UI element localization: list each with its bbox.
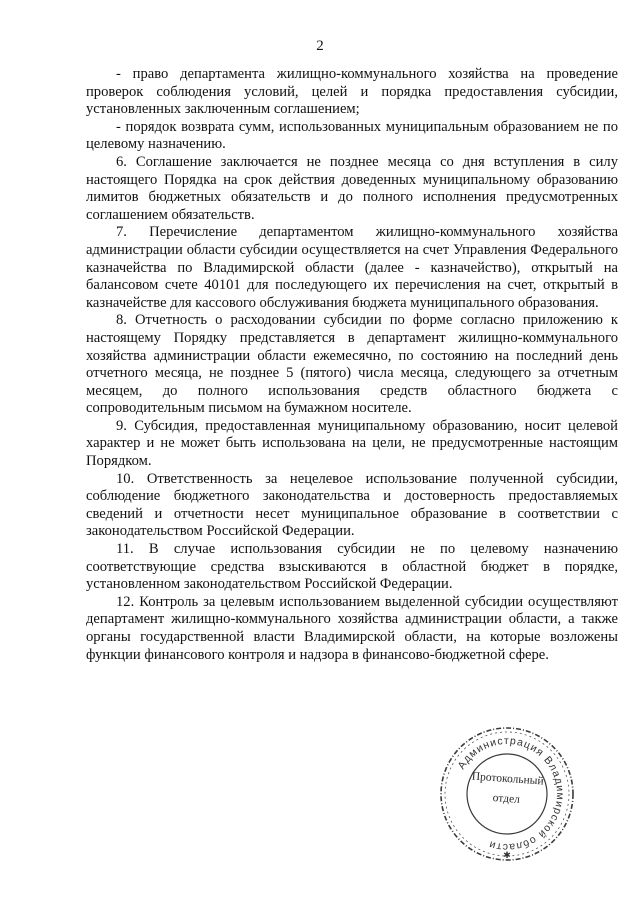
stamp-label — [457, 766, 558, 813]
paragraph-10-responsibility: 10. Ответственность за нецелевое использование полученной субсидии, соблюдение бюджетного законодательства и достоверность предоставляемых сведений и отчетности несет муниципальное образование в соответствии с законодательством Российской Федерации. — [86, 470, 618, 540]
paragraph-refund-procedure: - порядок возврата сумм, использованных муниципальным образованием не по целевому назначению. — [86, 118, 618, 153]
paragraph-6-agreement-term: 6. Соглашение заключается не позднее месяца со дня вступления в силу настоящего Порядка на срок действия доведенных муниципальному образованию лимитов бюджетных обязательств и до полного исполнения предусмотренных соглашением обязательств. — [86, 153, 618, 223]
paragraph-7-transfer: 7. Перечисление департаментом жилищно-коммунального хозяйства администрации области субсидии осуществляется на счет Управления Федерального казначейства по Владимирской области (далее - казначейство), открытый на балансовом счете 40101 для последующего их перечисления на счет, открытый в казначействе для кассового обслуживания бюджета муниципального образования. — [86, 224, 618, 311]
paragraph-9-targeted-use: 9. Субсидия, предоставленная муниципальному образованию, носит целевой характер и не может быть использована на цели, не предусмотренные настоящим Порядком. — [86, 417, 618, 470]
paragraph-12-control: 12. Контроль за целевым использованием выделенной субсидии осуществляют департамент жилищно-коммунального хозяйства администрации области, а также органы государственной власти Владимирской области, на которые возложены функции финансового контроля и надзора в финансово-бюджетной сфере. — [86, 593, 618, 663]
stamp-star-icon: ✱ — [503, 850, 511, 860]
document-body — [86, 66, 618, 664]
paragraph-right-to-inspect: - право департамента жилищно-коммунального хозяйства на проведение проверок соблюдения условий, целей и порядка предоставления субсидии, установленных заключенным соглашением; — [86, 66, 618, 118]
paragraph-8-reporting: 8. Отчетность о расходовании субсидии по форме согласно приложению к настоящему Порядку представляется в департамент жилищно-коммунального хозяйства администрации области ежемесячно, по состоянию на последний день отчетного месяца, не позднее 5 (пятого) числа месяца, следующего за отчетным месяцем, до полного использования средств областного бюджета с сопроводительным письмом на бумажном носителе. — [86, 312, 618, 417]
stamp-label-line1: Протокольный — [471, 770, 544, 788]
stamp-ring-text: Администрация Владимирской области — [455, 734, 567, 854]
paragraph-11-recovery: 11. В случае использования субсидии не по целевому назначению соответствующие средства взыскиваются в областной бюджет в порядке, установленном законодательством Российской Федерации. — [86, 541, 618, 593]
stamp-label-line2: отдел — [492, 792, 521, 806]
protocol-department-stamp — [436, 723, 578, 865]
page-number: 2 — [316, 38, 324, 54]
